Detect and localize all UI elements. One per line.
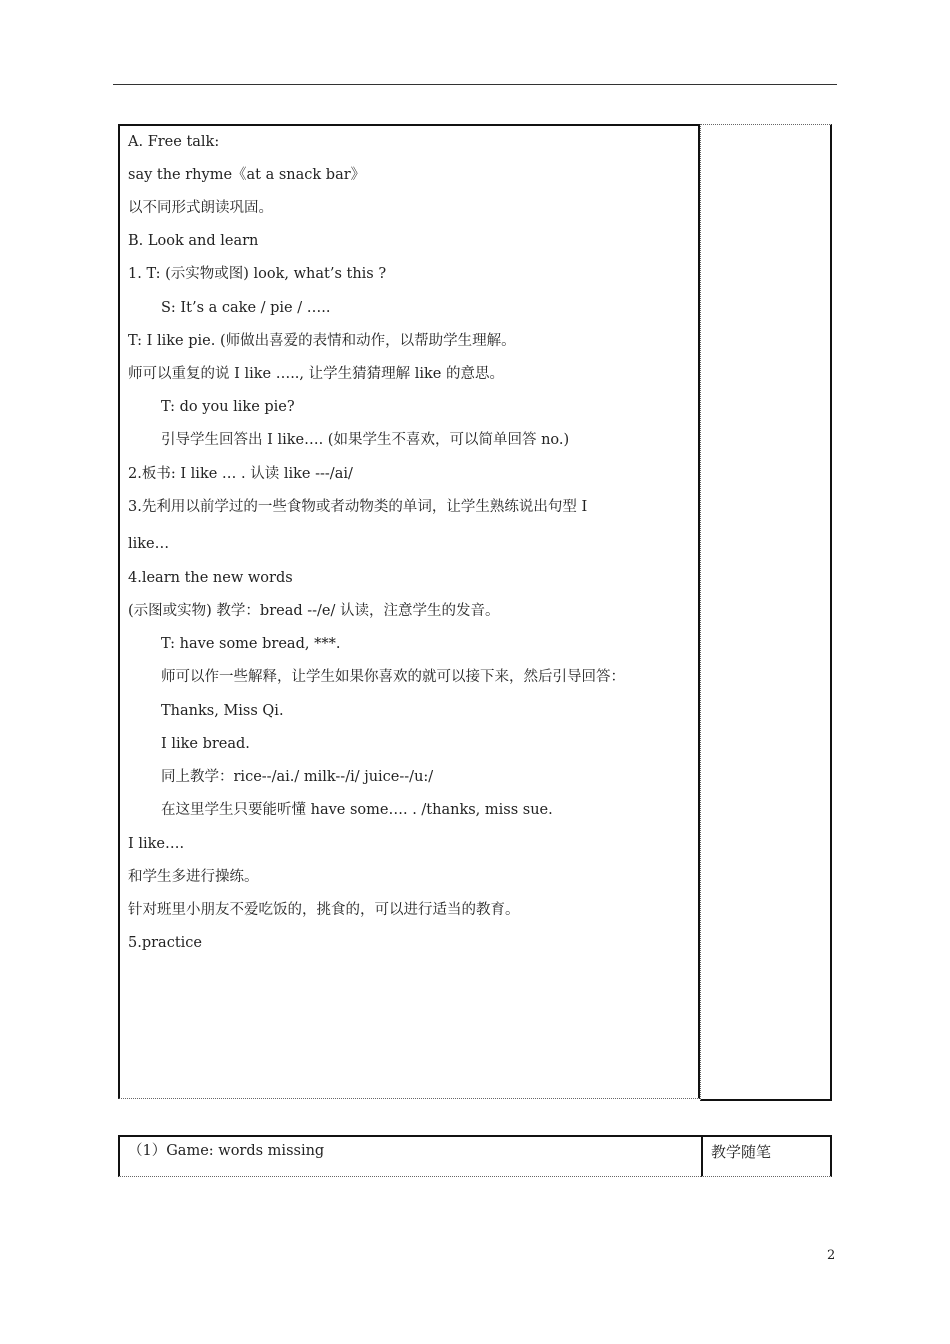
- line-step-3: 3.先利用以前学过的一些食物或者动物类的单词，让学生熟练说出句型 I: [128, 499, 588, 515]
- header-rule: [113, 84, 837, 85]
- notes-header-cell: [701, 1135, 832, 1177]
- notes-label: 教学随笔: [711, 1143, 772, 1161]
- line-step-1: 1. T: (示实物或图) look, what’s this ?: [128, 266, 387, 282]
- page-number: 2: [827, 1248, 836, 1263]
- line-step-2: 2.板书: I like … . 认读 like ---/ai/: [128, 466, 353, 482]
- line-repeat-like: 师可以重复的说 I like ….., 让学生猜猜理解 like 的意思。: [128, 366, 504, 382]
- line-explain: 师可以作一些解释，让学生如果你喜欢的就可以接下来，然后引导回答：: [161, 669, 625, 685]
- lesson-content-cell: [118, 124, 700, 1099]
- line-i-like: I like….: [128, 836, 185, 852]
- line-free-talk: A. Free talk:: [128, 134, 220, 150]
- line-guide-answer: 引导学生回答出 I like…. (如果学生不喜欢，可以简单回答 no.): [161, 432, 570, 448]
- line-rhyme: say the rhyme《at a snack bar》: [128, 167, 366, 183]
- game-title: （1）Game: words missing: [128, 1143, 325, 1159]
- line-do-you-like: T: do you like pie?: [161, 399, 295, 415]
- line-same-teach: 同上教学：rice--/ai./ milk--/i/ juice--/u:/: [161, 769, 434, 785]
- line-student-answer: S: It’s a cake / pie / …..: [161, 300, 331, 316]
- notes-cell: [700, 124, 832, 1101]
- line-look-learn: B. Look and learn: [128, 233, 259, 249]
- line-step-5: 5.practice: [128, 935, 202, 951]
- line-i-like-bread: I like bread.: [161, 736, 250, 752]
- line-i-like-pie: T: I like pie. (师做出喜爱的表情和动作，以帮助学生理解。: [128, 333, 516, 349]
- line-practice-more: 和学生多进行操练。: [128, 869, 259, 885]
- line-teach-bread: (示图或实物) 教学：bread --/e/ 认读，注意学生的发音。: [128, 603, 500, 619]
- line-have-bread: T: have some bread, ***.: [161, 636, 341, 652]
- line-step-4: 4.learn the new words: [128, 570, 293, 586]
- line-step-3-cont: like…: [128, 536, 170, 552]
- line-read-forms: 以不同形式朗读巩固。: [128, 200, 273, 216]
- lesson-table: [118, 124, 832, 1101]
- activity-table: [118, 1135, 832, 1177]
- line-understand: 在这里学生只要能听懂 have some…. . /thanks, miss sue.: [161, 802, 553, 818]
- activity-content-cell: [118, 1135, 701, 1177]
- line-thanks: Thanks, Miss Qi.: [161, 703, 284, 719]
- line-education: 针对班里小朋友不爱吃饭的，挑食的，可以进行适当的教育。: [128, 902, 520, 918]
